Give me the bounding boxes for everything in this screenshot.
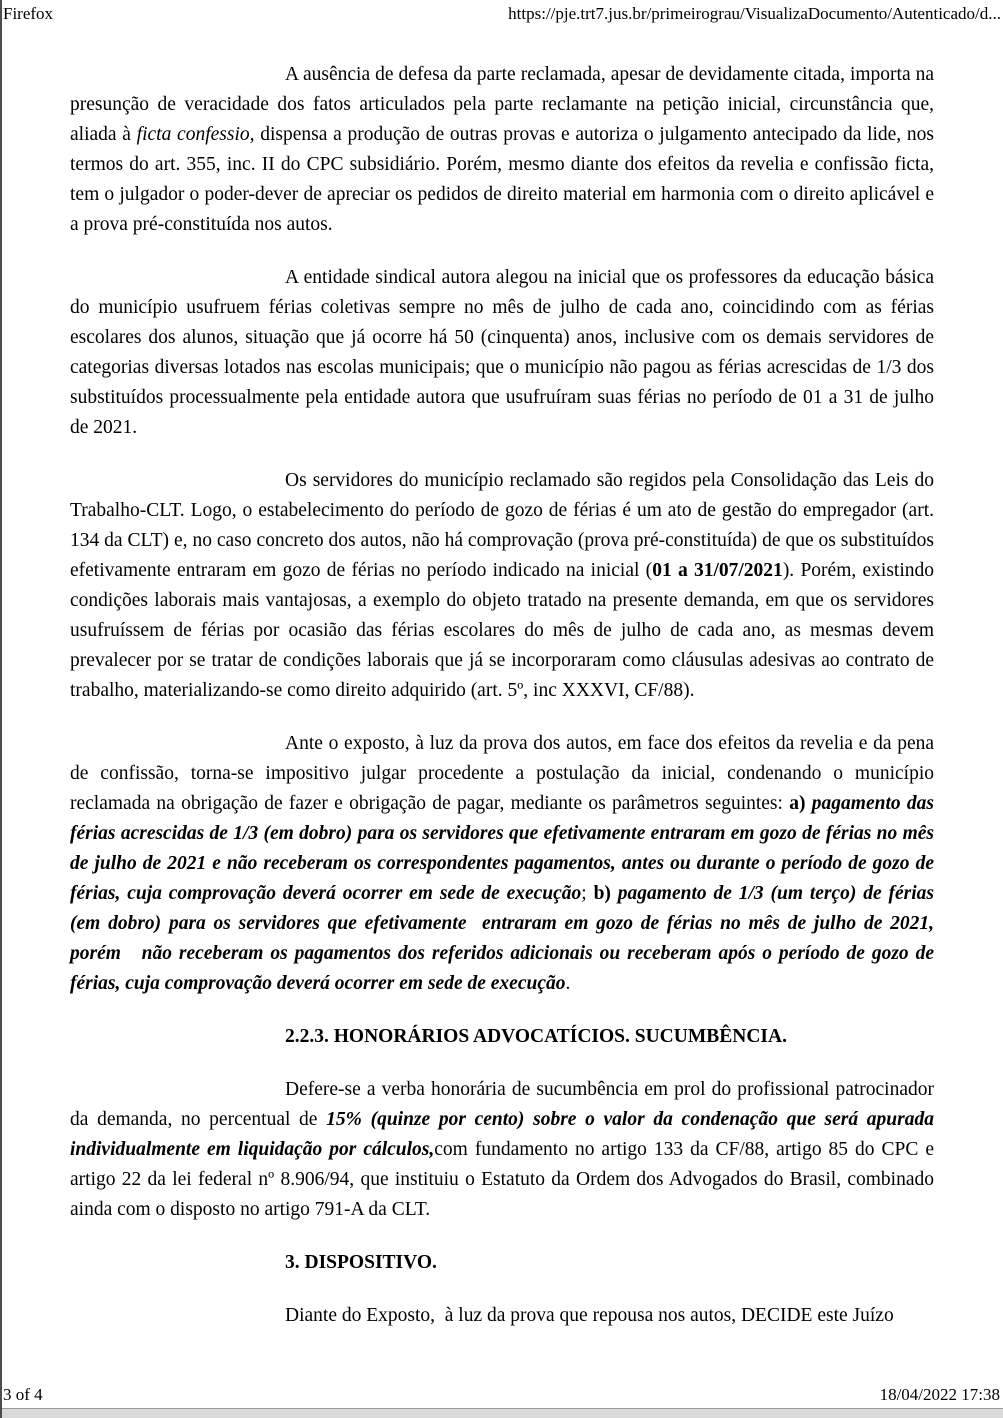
print-header (3, 3, 1001, 24)
text-run-bold-italic: pagamento das férias acrescidas de 1/3 (em dobro) para os servidores que efetivamente entraram em gozo de férias no mês de julho de 2021 e não receberam os correspondentes pagamentos, antes ou durante o período de gozo de férias, cuja comprovação deverá ocorrer em sede de execução (70, 793, 934, 904)
document-body (70, 60, 934, 1354)
text-run: . (565, 973, 571, 994)
print-footer (3, 1384, 1000, 1405)
paragraph-revelia-ficta-confessio (70, 60, 934, 240)
section-heading-honorarios-sucumbencia: 2.2.3. HONORÁRIOS ADVOCATÍCIOS. SUCUMBÊNCIA. (285, 1026, 787, 1047)
text-run-bold-italic: pagamento de 1/3 (um terço) de férias (em dobro) para os servidores que efetivamente entraram em gozo de férias no mês de julho de 2021, porém não receberam os pagamentos dos referidos adicionais ou receberam após o período de gozo de férias, cuja comprovação deverá ocorrer em sede de execução (70, 883, 935, 994)
text-run: A entidade sindical autora alegou na inicial que os professores da educação básica do município usufruem férias coletivas sempre no mês de julho de cada ano, coincidindo com as férias escolares dos alunos, situação que já ocorre há 50 (cinquenta) anos, inclusive com os demais servidores de categorias diversas lotados nas escolas municipais; que o município não pagou as férias acrescidas de 1/3 dos substituídos processualmente pela entidade autora que usufruíram suas férias no período de 01 a 31 de julho de 2021. (70, 267, 934, 438)
paragraph-verba-honoraria (70, 1075, 934, 1225)
paragraph-entidade-sindical (70, 263, 934, 443)
text-run-italic: ficta confessio, (136, 124, 255, 145)
text-run: dispensa a produção de outras provas e autoriza o julgamento antecipado da lide, nos termos do art. 355, inc. II do CPC subsidiário. Porém, mesmo diante dos efeitos da revelia e confissão ficta, tem o julgador o poder-dever de apreciar os pedidos de direito material em harmonia com o direito aplicável e a prova pré-constituída nos autos. (70, 124, 934, 235)
text-run-bold: 01 a 31/07/2021 (652, 560, 783, 581)
text-run: ). Porém, existindo condições laborais mais vantajosas, a exemplo do objeto tratado na presente demanda, em que os servidores usufruíssem de férias por ocasião das férias escolares do mês de julho de cada ano, as mesmas devem prevalecer por se tratar de condições laborais que já se incorporaram como cláusulas adesivas ao contrato de trabalho, materializando-se como direito adquirido (art. 5º, inc XXXVI, CF/88). (70, 560, 934, 701)
text-run-bold-italic: 15% (quinze por cento) sobre o valor da condenação que será apurada individualmente em liquidação por cálculos, (70, 1109, 934, 1160)
text-run: Defere-se a verba honorária de sucumbência em prol do profissional patrocinador da demanda, no percentual de (70, 1079, 934, 1130)
paragraph-servidores-clt (70, 466, 934, 706)
section-heading-dispositivo: 3. DISPOSITIVO. (285, 1252, 437, 1273)
paragraph-diante-do-exposto (70, 1301, 934, 1331)
text-run-bold: b) (593, 883, 611, 904)
text-run: Diante do Exposto, à luz da prova que repousa nos autos, DECIDE este Juízo (285, 1305, 894, 1326)
text-run: Ante o exposto, à luz da prova dos autos, em face dos efeitos da revelia e da pena de confissão, torna-se impositivo julgar procedente a postulação da inicial, condenando o município reclamada na obrigação de fazer e obrigação de pagar, mediante os parâmetros seguintes: (70, 733, 934, 814)
paragraph-ante-o-exposto-condenacao (70, 729, 934, 999)
page-number: 3 of 4 (3, 1385, 43, 1404)
text-run-bold: a) (789, 793, 806, 814)
text-run: ; (581, 883, 594, 904)
document-url: https://pje.trt7.jus.br/primeirograu/VisualizaDocumento/Autenticado/d... (508, 4, 1001, 23)
browser-name: Firefox (3, 4, 54, 23)
text-run: com fundamento no artigo 133 da CF/88, artigo 85 do CPC e artigo 22 da lei federal nº 8.906/94, que instituiu o Estatuto da Ordem dos Advogados do Brasil, combinado ainda com o disposto no artigo 791-A da CLT. (70, 1139, 934, 1220)
viewport-bottom-edge (2, 1408, 1003, 1418)
text-run: Os servidores do município reclamado são regidos pela Consolidação das Leis do Trabalho-CLT. Logo, o estabelecimento do período de gozo de férias é um ato de gestão do empregador (art. 134 da CLT) e, no caso concreto dos autos, não há comprovação (prova pré-constituída) de que os substituídos efetivamente entraram em gozo de férias no período indicado na inicial ( (70, 470, 934, 581)
text-run: A ausência de defesa da parte reclamada, apesar de devidamente citada, importa na presunção de veracidade dos fatos articulados pela parte reclamante na petição inicial, circunstância que, aliada à (70, 64, 934, 145)
print-timestamp: 18/04/2022 17:38 (879, 1385, 1000, 1404)
